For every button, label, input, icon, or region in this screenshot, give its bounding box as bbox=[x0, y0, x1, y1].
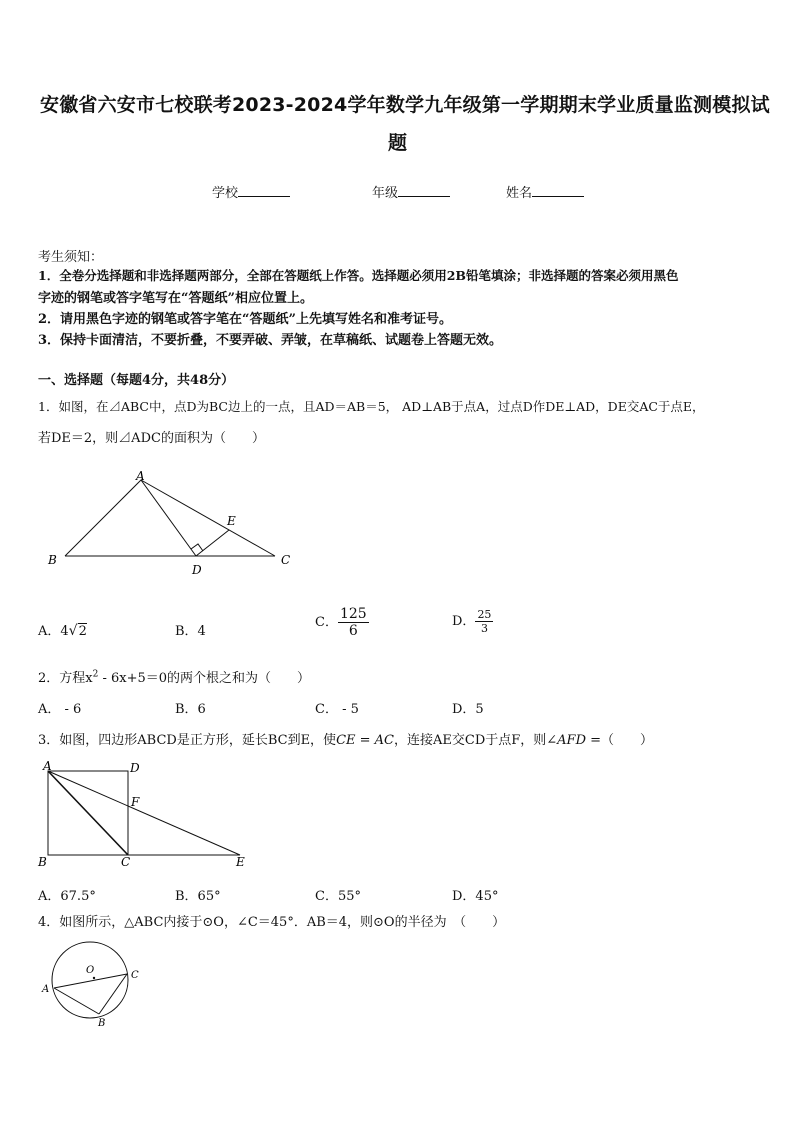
label-c: C bbox=[281, 553, 291, 567]
q1-stem-line1: 1．如图，在⊿ABC中，点D为BC边上的一点，且AD＝AB＝5， AD⊥AB于点A，过点D作DE⊥AD，DE交AC于点E， bbox=[38, 399, 705, 414]
label-a: A bbox=[43, 759, 52, 773]
school-label: 学校 bbox=[212, 186, 239, 201]
q2-option-b: B．6 bbox=[175, 702, 206, 717]
segment-bc bbox=[99, 974, 127, 1014]
q2-stem-exponent: 2 bbox=[92, 669, 99, 680]
label-a: A bbox=[42, 984, 50, 995]
q3-stem-post: （ ） bbox=[601, 733, 654, 748]
section-heading: 一、选择题（每题4分，共48分） bbox=[38, 373, 235, 388]
q1-option-a-radicand: 2 bbox=[78, 624, 87, 639]
q3-stem bbox=[38, 729, 653, 748]
name-blank bbox=[532, 184, 584, 197]
grade-field bbox=[372, 182, 450, 201]
segment-ad bbox=[141, 480, 196, 556]
q4-circle-figure bbox=[36, 938, 146, 1030]
name-field bbox=[506, 182, 584, 201]
right-angle-mark bbox=[191, 544, 203, 551]
notice-item1-line2: 字迹的钢笔或答字笔写在“答题纸”相应位置上。 bbox=[38, 291, 313, 306]
q2-stem bbox=[38, 667, 310, 686]
segment-ac bbox=[54, 974, 127, 988]
q1-option-d bbox=[452, 608, 493, 635]
q3-stem-math1: CE = AC bbox=[336, 733, 394, 748]
label-b: B bbox=[98, 1018, 106, 1029]
page-title-line2: 题 bbox=[388, 132, 408, 154]
segment-de bbox=[196, 530, 229, 556]
q1-option-c bbox=[315, 606, 369, 639]
q1-option-d-prefix: D． bbox=[452, 614, 476, 629]
segment-ac bbox=[141, 480, 275, 556]
circle-o bbox=[52, 942, 128, 1018]
q1-option-a-prefix: A．4 bbox=[38, 624, 69, 639]
segment-ae bbox=[48, 771, 240, 855]
school-field bbox=[212, 182, 290, 201]
grade-label: 年级 bbox=[372, 186, 399, 201]
page-title-line1: 安徽省六安市七校联考2023-2024学年数学九年级第一学期期末学业质量监测模拟试 bbox=[40, 94, 770, 116]
label-b: B bbox=[48, 553, 57, 567]
q2-option-a: A． - 6 bbox=[38, 702, 82, 717]
name-label: 姓名 bbox=[506, 186, 533, 201]
notice-item3: 3．保持卡面清洁，不要折叠，不要弄破、弄皱，在草稿纸、试题卷上答题无效。 bbox=[38, 333, 503, 348]
label-o: O bbox=[86, 965, 95, 976]
q2-stem-pre: 2．方程x bbox=[38, 671, 93, 686]
q2-stem-post: - 6x+5＝0的两个根之和为（ ） bbox=[98, 671, 311, 686]
label-d: D bbox=[130, 761, 140, 775]
q3-option-b: B．65° bbox=[175, 889, 221, 904]
q1-option-c-denominator: 6 bbox=[348, 623, 358, 639]
label-c: C bbox=[121, 855, 131, 869]
label-c: C bbox=[131, 970, 139, 981]
notice-item2: 2．请用黑色字迹的钢笔或答字笔在“答题纸”上先填写姓名和准考证号。 bbox=[38, 312, 453, 327]
grade-blank bbox=[398, 184, 450, 197]
notice-heading: 考生须知： bbox=[38, 250, 104, 265]
q1-option-c-numerator: 125 bbox=[339, 606, 367, 622]
q1-option-a: A．4√2 bbox=[38, 623, 87, 639]
q1-stem-line2: 若DE＝2，则⊿ADC的面积为（ ） bbox=[38, 431, 265, 446]
q3-stem-math2: ∠AFD = bbox=[546, 733, 602, 748]
center-point bbox=[93, 977, 95, 979]
q1-option-c-prefix: C． bbox=[315, 615, 338, 630]
q3-square-figure bbox=[34, 758, 254, 874]
q1-option-b: B．4 bbox=[175, 624, 206, 639]
segment-ab bbox=[65, 480, 141, 556]
q1-option-d-denominator: 3 bbox=[480, 622, 488, 635]
label-e: E bbox=[236, 855, 245, 869]
label-e: E bbox=[227, 514, 236, 528]
q1-triangle-figure bbox=[40, 468, 300, 580]
q3-option-c: C．55° bbox=[315, 889, 361, 904]
label-f: F bbox=[131, 795, 140, 809]
school-blank bbox=[238, 184, 290, 197]
label-a: A bbox=[136, 469, 145, 483]
label-d: D bbox=[192, 563, 202, 577]
q4-stem: 4．如图所示，△ABC内接于⊙O，∠C＝45°．AB＝4，则⊙O的半径为 （ ） bbox=[38, 915, 506, 930]
q2-option-d: D．5 bbox=[452, 702, 484, 717]
segment-ac bbox=[48, 771, 128, 855]
label-b: B bbox=[38, 855, 47, 869]
q3-option-a: A．67.5° bbox=[38, 889, 96, 904]
q1-option-d-numerator: 25 bbox=[477, 608, 492, 621]
q3-option-d: D．45° bbox=[452, 889, 499, 904]
q3-stem-pre: 3．如图，四边形ABCD是正方形，延长BC到E，使 bbox=[38, 733, 337, 748]
q3-stem-mid: ，连接AE交CD于点F，则 bbox=[394, 733, 547, 748]
notice-item1-line1: 1．全卷分选择题和非选择题两部分，全部在答题纸上作答。选择题必须用2B铅笔填涂；非选择题的答案必须用黑色 bbox=[38, 268, 679, 283]
segment-ab bbox=[54, 988, 99, 1014]
q2-option-c: C． - 5 bbox=[315, 702, 359, 717]
